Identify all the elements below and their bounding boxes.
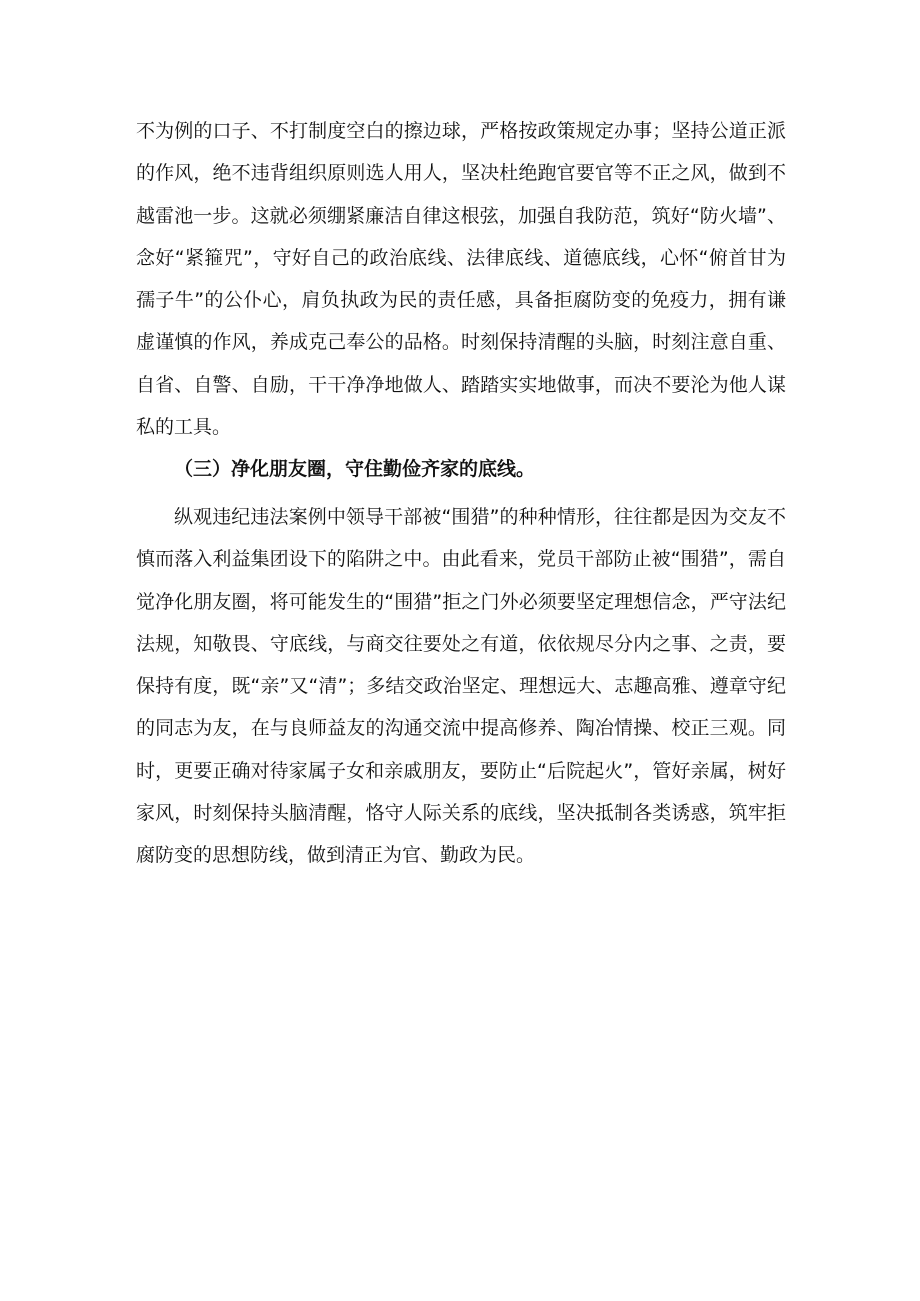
paragraph-text: 纵观违纪违法案例中领导干部被“围猎”的种种情形，往往都是因为交友不慎而落入利益集团设下的陷阱之中。由此看来，党员干部防止被“围猎”，需自觉净化朋友圈，将可能发生的“围猎”拒之门外必须要坚定理想信念，严守法纪法规，知敬畏、守底线，与商交往要处之有道，依依规尽分内之事、之责，要保持有度，既“亲”又“清”；多结交政治坚定、理想远大、志趣高雅、遵章守纪的同志为友，在与良师益友的沟通交流中提高修养、陶冶情操、校正三观。同时，更要正确对待家属子女和亲戚朋友，要防止“后院起火”，管好亲属，树好家风，时刻保持头脑清醒，恪守人际关系的底线，坚决抵制各类诱惑，筑牢拒腐防变的思想防线，做到清正为官、勤政为民。: [136, 506, 786, 867]
section-heading: （三）净化朋友圈，守住勤俭齐家的底线。: [174, 458, 536, 480]
body-paragraph: [136, 496, 786, 877]
paragraph-text: 不为例的口子、不打制度空白的擦边球，严格按政策规定办事；坚持公道正派的作风，绝不违背组织原则选人用人，坚决杜绝跑官要官等不正之风，做到不越雷池一步。这就必须绷紧廉洁自律这根弦，加强自我防范，筑好“防火墙”、念好“紧箍咒”，守好自己的政治底线、法律底线、道德底线，心怀“俯首甘为孺子牛”的公仆心，肩负执政为民的责任感，具备拒腐防变的免疫力，拥有谦虚谨慎的作风，养成克己奉公的品格。时刻保持清醒的头脑，时刻注意自重、自省、自警、自励，干干净净地做人、踏踏实实地做事，而决不要沦为他人谋私的工具。: [136, 120, 786, 439]
body-paragraph-continued: [136, 110, 786, 448]
